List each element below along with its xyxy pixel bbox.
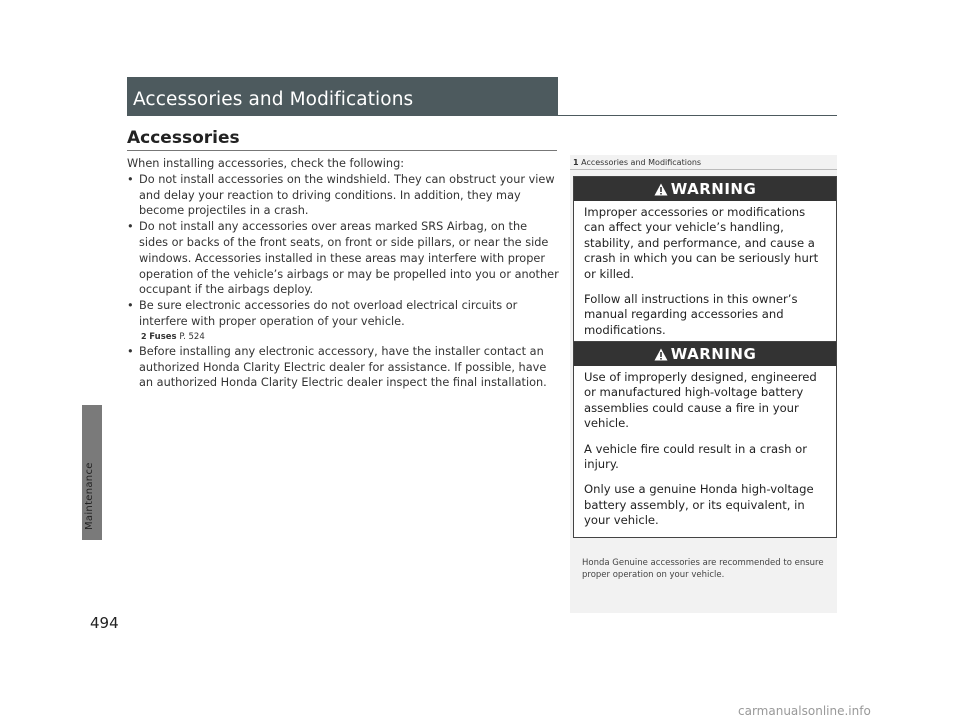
warning-body xyxy=(574,201,836,346)
page-title: Accessories and Modifications xyxy=(133,89,414,110)
warning-text: A vehicle fire could result in a crash or injury. xyxy=(584,441,808,472)
warning-title: WARNING xyxy=(670,345,757,363)
header-divider xyxy=(127,115,837,116)
warning-triangle-icon xyxy=(654,348,668,361)
warning-header xyxy=(574,177,836,201)
warning-text: Improper accessories or modifications can affect your vehicle’s handling, stability, and performance, and cause a crash in which you can be seriously hurt or killed. xyxy=(584,205,819,281)
warning-header xyxy=(574,342,836,366)
list-item: • Do not install any accessories over areas marked SRS Airbag, on the sides or backs of the front seats, on front or side pillars, or near the side windows. Accessories installed in these areas may interfere with proper operation of the vehicle’s airbags or may be propelled into you or another occupant if the airbags deploy. xyxy=(127,219,559,298)
page-reference-link[interactable] xyxy=(127,330,559,344)
warning-text: Only use a genuine Honda high-voltage battery assembly, or its equivalent, in your vehicle. xyxy=(584,482,814,528)
warning-body xyxy=(574,366,836,537)
main-content xyxy=(127,156,559,391)
list-item: • Before installing any electronic accessory, have the installer contact an authorized Honda Clarity Electric dealer for assistance. If possible, have an authorized Honda Clarity Electric dealer inspect the final installation. xyxy=(127,344,559,391)
sidebar-note: Honda Genuine accessories are recommended to ensure proper operation on your vehicle. xyxy=(582,558,824,580)
sidebar-arrow-icon: 1 xyxy=(573,158,579,167)
warning-box xyxy=(573,341,837,538)
list-item: • Do not install accessories on the windshield. They can obstruct your view and delay your reaction to driving conditions. In addition, they may become projectiles in a crash. xyxy=(127,172,559,219)
warning-text: Use of improperly designed, engineered or manufactured high-voltage battery assemblies could cause a fire in your vehicle. xyxy=(584,370,817,431)
warning-title: WARNING xyxy=(670,180,757,198)
reference-label: Fuses xyxy=(149,331,177,342)
list-item: • Be sure electronic accessories do not overload electrical circuits or interfere with proper operation of your vehicle. xyxy=(127,298,559,330)
warning-text: Follow all instructions in this owner’s manual regarding accessories and modifications. xyxy=(584,292,798,337)
sidebar-heading-text: Accessories and Modifications xyxy=(581,158,702,167)
warning-triangle-icon xyxy=(654,183,668,196)
intro-text: When installing accessories, check the following: xyxy=(127,157,405,170)
warning-box xyxy=(573,176,837,347)
reference-arrow-icon: 2 xyxy=(141,331,147,341)
section-label: Maintenance xyxy=(84,462,95,530)
watermark: carmanualsonline.info xyxy=(738,704,871,718)
sidebar-divider xyxy=(570,169,837,170)
page-number: 494 xyxy=(90,614,119,632)
reference-page: P. 524 xyxy=(179,331,205,342)
sidebar-heading xyxy=(573,158,701,167)
section-title: Accessories xyxy=(127,128,240,148)
section-divider xyxy=(127,150,557,151)
